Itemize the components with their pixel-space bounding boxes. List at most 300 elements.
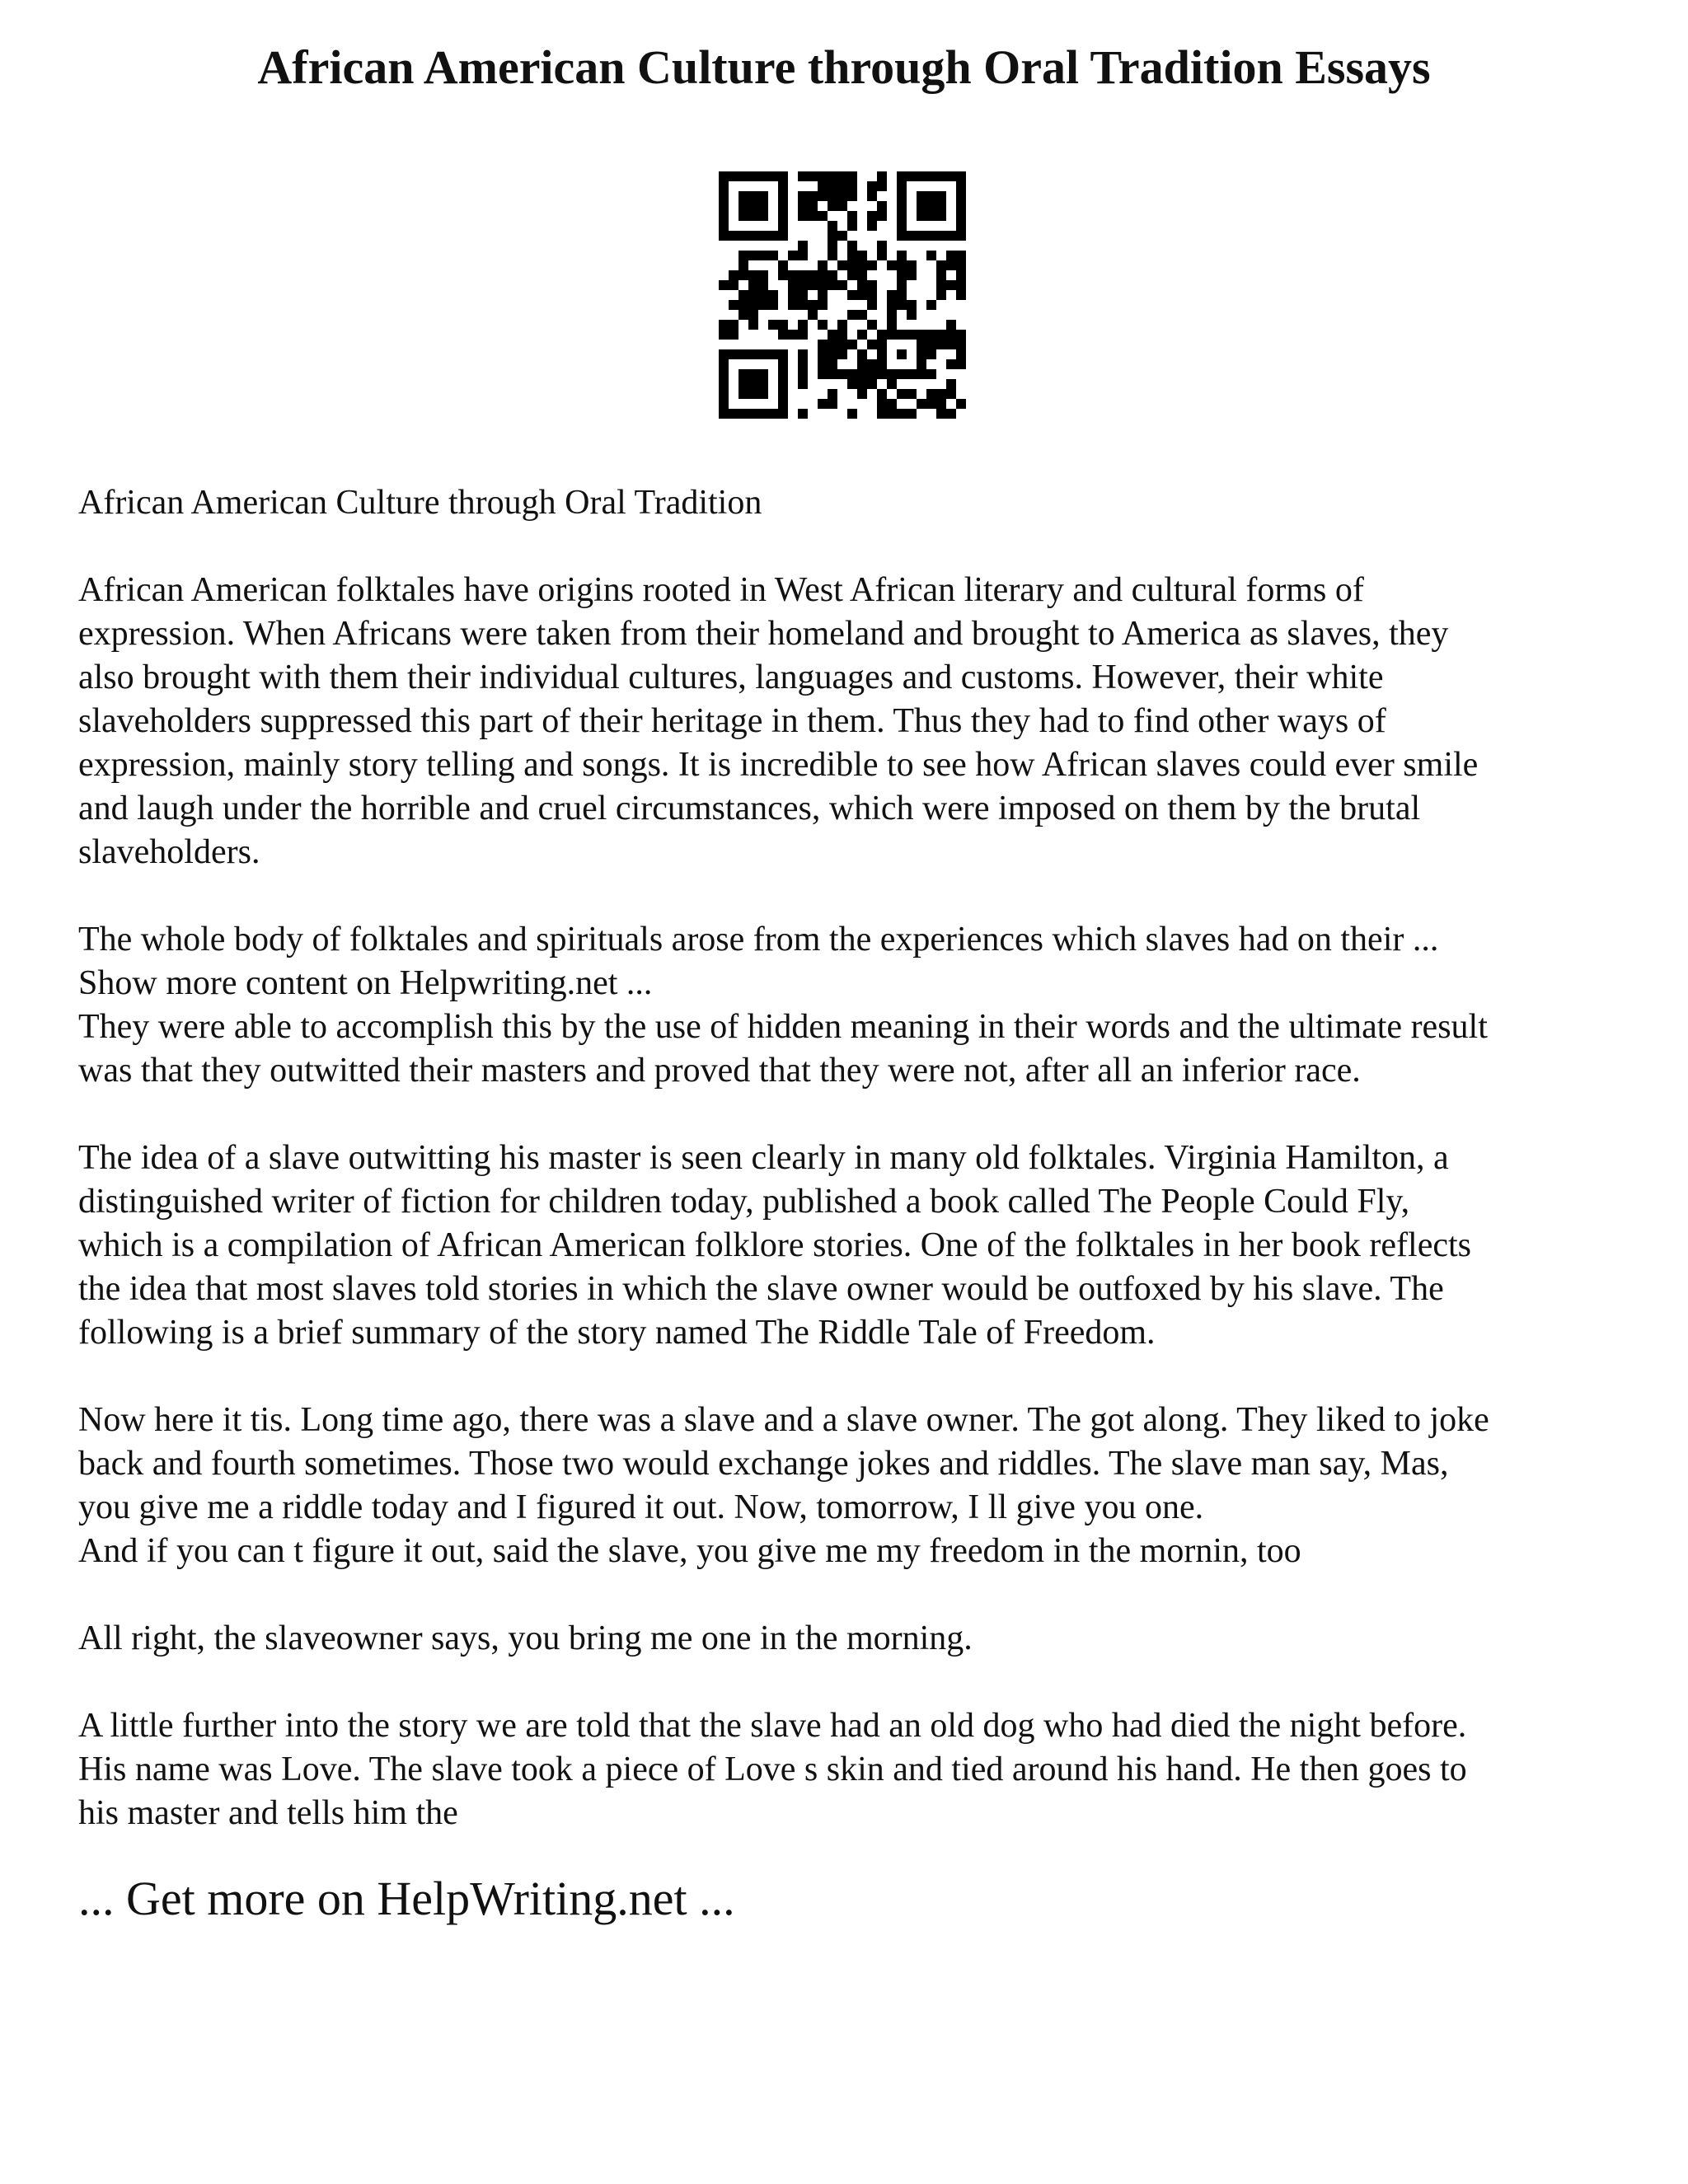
qr-module [738,260,748,270]
qr-module [926,389,936,399]
qr-module [748,310,758,320]
paragraph-all-right: All right, the slaveowner says, you bring me one in the morning. [78,1619,973,1657]
qr-module [808,211,818,221]
qr-module [897,260,907,270]
qr-module [936,399,946,409]
qr-module [758,171,768,181]
get-more-link[interactable]: ... Get more on HelpWriting.net ... [78,1872,735,1925]
qr-module [778,171,788,181]
qr-module [837,280,847,290]
qr-module [758,201,768,211]
qr-module [917,349,926,359]
qr-module [946,260,956,270]
qr-module [877,399,887,409]
qr-module [897,300,907,310]
qr-module [837,231,847,241]
qr-module [828,340,837,349]
qr-module [798,320,808,330]
qr-module [917,201,926,211]
qr-module [887,330,897,340]
qr-module [788,251,798,260]
qr-module [867,260,877,270]
qr-module [778,270,788,280]
qr-module [926,171,936,181]
qr-module [897,270,907,280]
qr-module [847,270,857,280]
qr-module [748,191,758,201]
qr-module [887,379,897,389]
qr-module [719,399,729,409]
qr-module [956,340,966,349]
qr-module [778,181,788,191]
qr-module [758,191,768,201]
qr-module [917,231,926,241]
qr-module [936,330,946,340]
qr-module [956,399,966,409]
qr-module [946,409,956,419]
qr-module [847,171,857,181]
paragraph-love: A little further into the story we are told that the slave had an old dog who had died the night before. His name was Love. The slave took a piece of Love s skin and tied around his hand. He then goes to his master and tells him the [78,1707,1467,1832]
qr-module [768,290,778,300]
qr-module [897,181,907,191]
qr-module [847,211,857,221]
qr-module [936,201,946,211]
qr-module [877,369,887,379]
qr-module [808,171,818,181]
qr-module [897,369,907,379]
qr-module [719,231,729,241]
qr-module [798,369,808,379]
qr-module [738,379,748,389]
qr-module [729,171,738,181]
qr-module [798,171,808,181]
qr-module [946,389,956,399]
qr-module [926,300,936,310]
qr-module [857,310,867,320]
qr-module [738,349,748,359]
qr-module [837,340,847,349]
qr-module [828,369,837,379]
qr-module [907,171,917,181]
qr-module [956,201,966,211]
qr-module [936,260,946,270]
qr-module [748,320,758,330]
qr-module [798,241,808,251]
document-title: African American Culture through Oral Tradition Essays [257,40,1431,94]
qr-module [758,349,768,359]
qr-module [808,280,818,290]
qr-module [867,280,877,290]
qr-module [936,340,946,349]
qr-module [748,290,758,300]
qr-module [956,290,966,300]
qr-module [887,300,897,310]
paragraph-freedom: And if you can t figure it out, said the slave, you give me my freedom in the mornin, too [78,1532,1301,1570]
qr-module [788,270,798,280]
qr-module [778,389,788,399]
qr-module [897,349,907,359]
qr-module [867,369,877,379]
qr-module [758,409,768,419]
qr-module [877,349,887,359]
qr-module [738,389,748,399]
qr-module [837,181,847,191]
qr-module [956,221,966,231]
qr-module [798,280,808,290]
qr-module [897,389,907,399]
qr-module [719,201,729,211]
qr-module [857,349,867,359]
qr-module [778,330,788,340]
qr-module [798,270,808,280]
qr-module [828,241,837,251]
qr-module [907,330,917,340]
qr-module [907,369,917,379]
qr-module [897,221,907,231]
qr-module [936,191,946,201]
qr-module [847,260,857,270]
qr-module [907,260,917,270]
qr-module [857,251,867,260]
qr-module [877,389,887,399]
qr-module [907,270,917,280]
qr-module [818,181,828,191]
qr-module [877,211,887,221]
qr-module [907,389,917,399]
qr-module [768,251,778,260]
qr-module [907,231,917,241]
qr-module [818,399,828,409]
document-body [78,481,1628,1879]
qr-module [828,330,837,340]
qr-module [798,359,808,369]
qr-module [887,369,897,379]
qr-module [877,241,887,251]
qr-module [907,409,917,419]
qr-module [867,290,877,300]
qr-module [926,369,936,379]
qr-module [936,171,946,181]
qr-module [897,290,907,300]
qr-module [867,340,877,349]
qr-module [828,349,837,359]
qr-module [818,349,828,359]
qr-module [758,290,768,300]
qr-module [748,211,758,221]
qr-module [887,290,897,300]
qr-module [917,340,926,349]
qr-module [818,290,828,300]
qr-module [936,231,946,241]
qr-module [867,191,877,201]
qr-module [808,310,818,320]
qr-module [946,320,956,330]
section-heading: African American Culture through Oral Tradition [78,484,762,522]
qr-module [877,409,887,419]
qr-module [837,171,847,181]
qr-module [867,300,877,310]
qr-module [768,171,778,181]
qr-module [808,191,818,201]
qr-module [887,310,897,320]
qr-module [719,379,729,389]
qr-module [738,310,748,320]
qr-module [788,330,798,340]
paragraph-hamilton: The idea of a slave outwitting his master is seen clearly in many old folktales. Virginia Hamilton, a distinguished writer of fiction for children today, published a book called The People Could Fly, which is a compilation of African American folklore stories. One of the folktales in her book reflects the idea that most slaves told stories in which the slave owner would be outfoxed by his slave. The following is a brief summary of the story named The Riddle Tale of Freedom. [78,1139,1471,1352]
qr-module [788,280,798,290]
qr-module [808,300,818,310]
qr-module [828,221,837,231]
qr-module [897,409,907,419]
qr-module [738,290,748,300]
qr-module [818,359,828,369]
qr-module [867,359,877,369]
qr-module [956,330,966,340]
qr-module [956,171,966,181]
qr-module [758,369,768,379]
qr-module [818,211,828,221]
qr-module [926,191,936,201]
qr-module [837,191,847,201]
qr-module [738,300,748,310]
qr-module [956,191,966,201]
qr-module [926,201,936,211]
qr-module [877,359,887,369]
qr-module [877,201,887,211]
qr-module [748,379,758,389]
qr-module [877,251,887,260]
qr-module [828,181,837,191]
qr-module [867,181,877,191]
qr-module [956,349,966,359]
qr-module [798,201,808,211]
qr-module [758,211,768,221]
qr-module [847,251,857,260]
qr-module [926,330,936,340]
qr-module [847,310,857,320]
qr-module [867,221,877,231]
qr-module [926,251,936,260]
qr-module [887,409,897,419]
qr-module [729,280,738,290]
qr-module [768,231,778,241]
paragraph-truncated: The whole body of folktales and spirituals arose from the experiences which slaves had on their ... [78,921,1439,958]
qr-module [917,369,926,379]
qr-module [956,251,966,260]
qr-module [818,369,828,379]
qr-code-graphic [719,171,966,419]
qr-module [778,260,788,270]
qr-module [738,251,748,260]
qr-module [798,251,808,260]
qr-module [768,320,778,330]
qr-module [897,330,907,340]
qr-module [857,290,867,300]
qr-module [719,330,729,340]
qr-module [828,389,837,399]
qr-module [798,300,808,310]
qr-module [778,399,788,409]
qr-module [887,399,897,409]
qr-module [788,290,798,300]
qr-module [907,300,917,310]
qr-module [818,270,828,280]
qr-module [917,399,926,409]
qr-module [956,270,966,280]
qr-module [946,231,956,241]
qr-module [778,211,788,221]
qr-module [847,191,857,201]
qr-module [758,300,768,310]
qr-module [946,330,956,340]
paragraph-riddle-tale: Now here it tis. Long time ago, there was a slave and a slave owner. The got along. They liked to joke back and fourth sometimes. Those two would exchange jokes and riddles. The slave man say, Mas, you give me a riddle today and I figured it out. Now, tomorrow, I ll give you one. [78,1401,1489,1526]
qr-module [828,201,837,211]
qr-module [828,270,837,280]
qr-module [748,300,758,310]
qr-module [738,409,748,419]
qr-module [748,280,758,290]
qr-module [926,399,936,409]
qr-module [887,260,897,270]
qr-module [837,330,847,340]
qr-module [748,231,758,241]
qr-module [857,369,867,379]
qr-module [917,330,926,340]
qr-module [828,399,837,409]
qr-module [857,389,867,399]
qr-module [936,211,946,221]
qr-module [926,231,936,241]
qr-module [748,389,758,399]
qr-module [847,241,857,251]
qr-module [877,171,887,181]
qr-module [818,171,828,181]
qr-module [936,270,946,280]
qr-module [798,290,808,300]
qr-module [729,330,738,340]
qr-module [778,379,788,389]
qr-module [719,211,729,221]
qr-module [758,379,768,389]
qr-module [956,181,966,191]
qr-module [847,181,857,191]
paragraph-intro: African American folktales have origins rooted in West African literary and cultural forms of expression. When Africans were taken from their homeland and brought to America as slaves, they also brought with them their individual cultures, languages and customs. However, their white slaveholders suppressed this part of their heritage in them. Thus they had to find other ways of expression, mainly story telling and songs. It is incredible to see how African slaves could ever smile and laugh under the horrible and cruel circumstances, which were imposed on them by the brutal slaveholders. [78,571,1479,871]
qr-module [828,191,837,201]
qr-module [719,389,729,399]
qr-module [837,320,847,330]
qr-module [936,290,946,300]
qr-module [828,171,837,181]
qr-module [818,280,828,290]
qr-module [748,171,758,181]
qr-module [877,181,887,191]
qr-module [818,340,828,349]
qr-module [719,221,729,231]
qr-module [828,280,837,290]
qr-module [857,379,867,389]
qr-module [926,340,936,349]
qr-module [857,260,867,270]
qr-module [758,389,768,399]
qr-module [778,359,788,369]
qr-module [788,300,798,310]
qr-module [917,359,926,369]
qr-module [857,359,867,369]
qr-module [778,201,788,211]
qr-module [758,280,768,290]
qr-module [798,379,808,389]
qr-module [828,359,837,369]
qr-code-icon [719,171,966,419]
qr-module [758,270,768,280]
show-more-link[interactable]: Show more content on Helpwriting.net ... [78,964,653,1002]
qr-module [778,369,788,379]
qr-module [956,280,966,290]
qr-module [729,320,738,330]
paragraph-outwitted: They were able to accomplish this by the use of hidden meaning in their words and the ultimate result was that they outwitted their masters and proved that they were not, after all an inferior race. [78,1008,1488,1090]
qr-module [778,349,788,359]
qr-module [956,211,966,221]
qr-module [867,379,877,389]
qr-module [956,359,966,369]
qr-module [818,191,828,201]
qr-module [748,369,758,379]
qr-module [926,349,936,359]
qr-module [818,260,828,270]
qr-module [778,231,788,241]
qr-module [768,349,778,359]
qr-module [738,369,748,379]
qr-module [729,349,738,359]
qr-module [837,349,847,359]
qr-module [946,379,956,389]
qr-module [897,201,907,211]
qr-module [897,191,907,201]
qr-module [719,369,729,379]
qr-module [748,270,758,280]
qr-module [828,231,837,241]
qr-module [897,171,907,181]
qr-module [946,280,956,290]
qr-module [719,349,729,359]
qr-module [738,201,748,211]
qr-module [936,280,946,290]
qr-module [956,260,966,270]
qr-module [837,369,847,379]
qr-module [778,320,788,330]
qr-module [907,310,917,320]
qr-module [897,280,907,290]
qr-module [847,369,857,379]
qr-module [758,251,768,260]
qr-module [897,231,907,241]
qr-module [768,409,778,419]
qr-module [748,201,758,211]
qr-module [778,191,788,201]
qr-module [857,330,867,340]
qr-module [867,211,877,221]
qr-module [877,340,887,349]
qr-module [887,320,897,330]
qr-module [778,409,788,419]
qr-module [828,251,837,260]
qr-module [738,191,748,201]
qr-module [729,270,738,280]
qr-module [946,359,956,369]
qr-module [917,171,926,181]
qr-module [808,201,818,211]
qr-module [738,231,748,241]
